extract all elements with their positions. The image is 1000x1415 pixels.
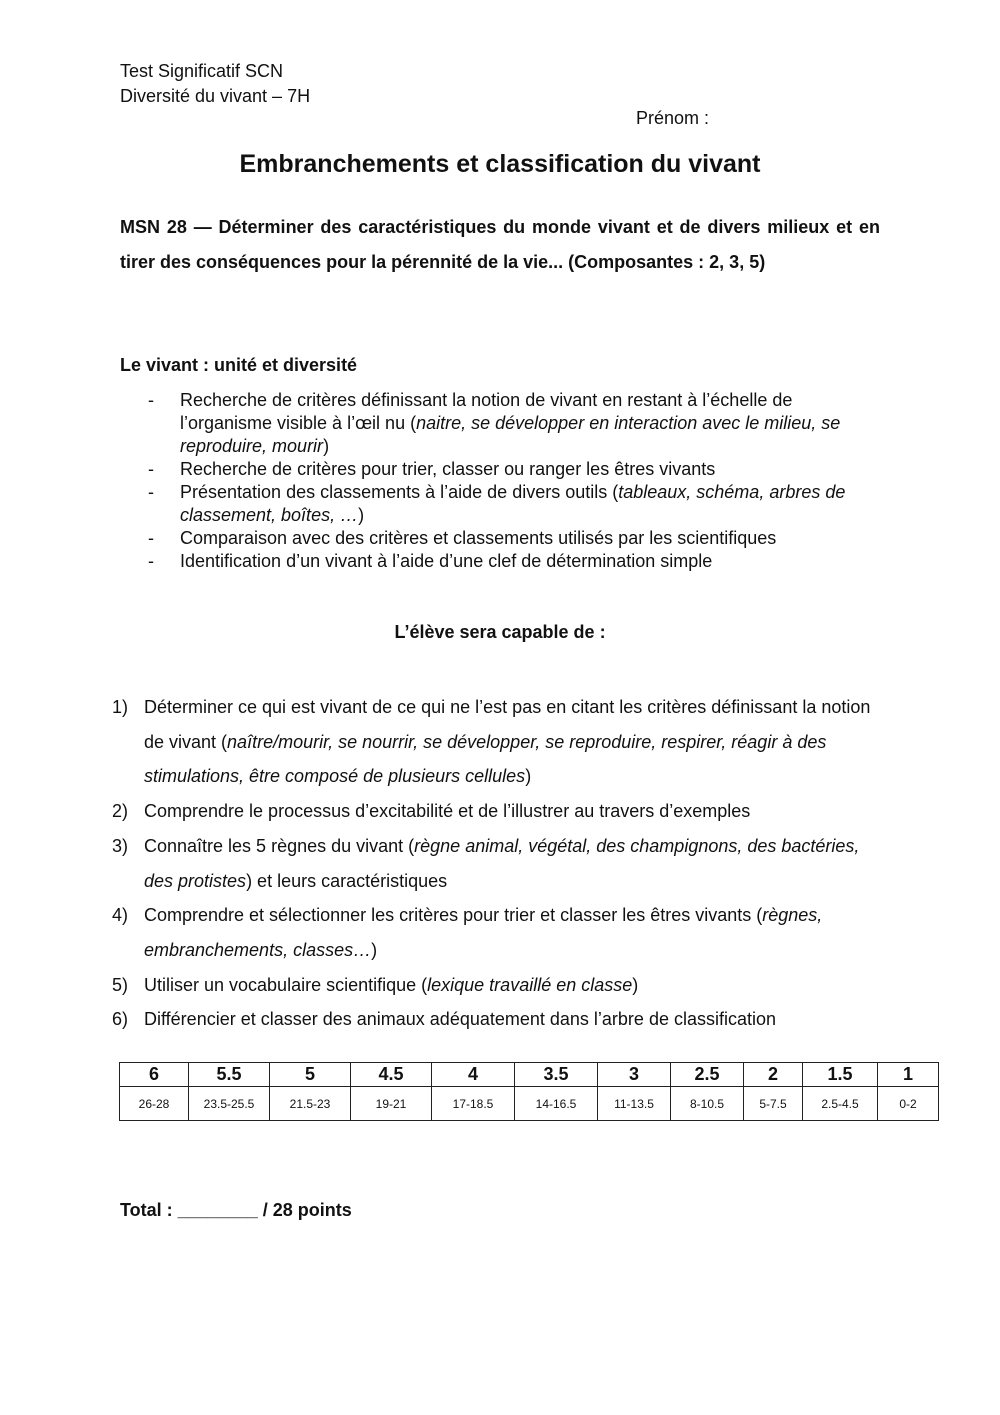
page-title: Embranchements et classification du vivant xyxy=(239,150,761,178)
list-item: 2) Comprendre le processus d’excitabilité et de l’illustrer au travers d’exemples xyxy=(112,794,892,829)
header-line-2: Diversité du vivant – 7H xyxy=(120,86,311,106)
capable-heading: L’élève sera capable de : xyxy=(394,622,606,642)
list-item: 3) Connaître les 5 règnes du vivant (règne animal, végétal, des champignons, des bactéries, des protistes) et leurs caractéristiques xyxy=(112,829,892,898)
grade-cell: 3 xyxy=(598,1063,671,1087)
range-cell: 0-2 xyxy=(878,1087,939,1121)
list-item: 6) Différencier et classer des animaux adéquatement dans l’arbre de classification xyxy=(112,1002,892,1037)
item-number: 2) xyxy=(112,801,129,822)
list-item: - Recherche de critères pour trier, classer ou ranger les êtres vivants xyxy=(148,459,716,479)
range-row xyxy=(120,1087,939,1121)
grade-cell: 4 xyxy=(432,1063,515,1087)
grade-cell: 5.5 xyxy=(189,1063,270,1087)
grade-table xyxy=(119,1062,939,1121)
list-item: - Recherche de critères définissant la notion de vivant en restant à l’échelle de l’organisme visible à l’œil nu (naitre, se développer en interaction avec le milieu, se reproduire, mourir) xyxy=(148,390,841,456)
list-item: - Comparaison avec des critères et classements utilisés par les scientifiques xyxy=(148,528,777,548)
range-cell: 17-18.5 xyxy=(432,1087,515,1121)
objective-statement: MSN 28 — Déterminer des caractéristiques du monde vivant et de divers milieux et en tirer des conséquences pour la pérennité de la vie... (Composantes : 2, 3, 5) xyxy=(120,217,880,272)
range-cell: 14-16.5 xyxy=(515,1087,598,1121)
list-item: - Identification d’un vivant à l’aide d’une clef de détermination simple xyxy=(148,551,713,571)
range-cell: 23.5-25.5 xyxy=(189,1087,270,1121)
range-cell: 5-7.5 xyxy=(744,1087,803,1121)
range-cell: 21.5-23 xyxy=(270,1087,351,1121)
list-item: 4) Comprendre et sélectionner les critères pour trier et classer les êtres vivants (règnes, embranchements, classes…) xyxy=(112,898,892,967)
item-number: 3) xyxy=(112,835,129,856)
prenom-label: Prénom : xyxy=(636,108,710,128)
range-cell: 2.5-4.5 xyxy=(803,1087,878,1121)
grade-cell: 1.5 xyxy=(803,1063,878,1087)
grade-row xyxy=(120,1063,939,1087)
grade-cell: 2 xyxy=(744,1063,803,1087)
range-cell: 19-21 xyxy=(351,1087,432,1121)
grade-cell: 2.5 xyxy=(671,1063,744,1087)
list-item: 1) Déterminer ce qui est vivant de ce qui ne l’est pas en citant les critères définissant la notion de vivant (naître/mourir, se nourrir, se développer, se reproduire, respirer, réagir à des stimulations, être composé de plusieurs cellules) xyxy=(112,690,892,794)
section-heading: Le vivant : unité et diversité xyxy=(120,355,358,375)
grade-cell: 5 xyxy=(270,1063,351,1087)
total-suffix: / 28 points xyxy=(262,1200,352,1220)
grade-cell: 3.5 xyxy=(515,1063,598,1087)
total-blank: ________ xyxy=(177,1200,258,1220)
dash-bullet: - xyxy=(148,459,154,479)
list-item: - Présentation des classements à l’aide de divers outils (tableaux, schéma, arbres de classement, boîtes, …) xyxy=(148,482,846,525)
range-cell: 8-10.5 xyxy=(671,1087,744,1121)
total-score xyxy=(120,1200,352,1221)
grade-cell: 6 xyxy=(120,1063,189,1087)
item-number: 6) xyxy=(112,1009,129,1030)
dash-bullet: - xyxy=(148,482,154,502)
item-number: 5) xyxy=(112,974,129,995)
dash-bullet: - xyxy=(148,551,154,571)
criteria-list xyxy=(148,389,888,573)
grade-cell: 4.5 xyxy=(351,1063,432,1087)
grade-cell: 1 xyxy=(878,1063,939,1087)
range-cell: 26-28 xyxy=(120,1087,189,1121)
list-item: 5) Utiliser un vocabulaire scientifique (lexique travaillé en classe) xyxy=(112,968,892,1003)
item-number: 1) xyxy=(112,697,129,717)
dash-bullet: - xyxy=(148,528,154,548)
dash-bullet: - xyxy=(148,390,154,410)
range-cell: 11-13.5 xyxy=(598,1087,671,1121)
objectives-list xyxy=(112,690,892,1037)
header-line-1: Test Significatif SCN xyxy=(120,61,284,81)
item-number: 4) xyxy=(112,905,129,926)
total-label: Total : xyxy=(120,1200,173,1220)
